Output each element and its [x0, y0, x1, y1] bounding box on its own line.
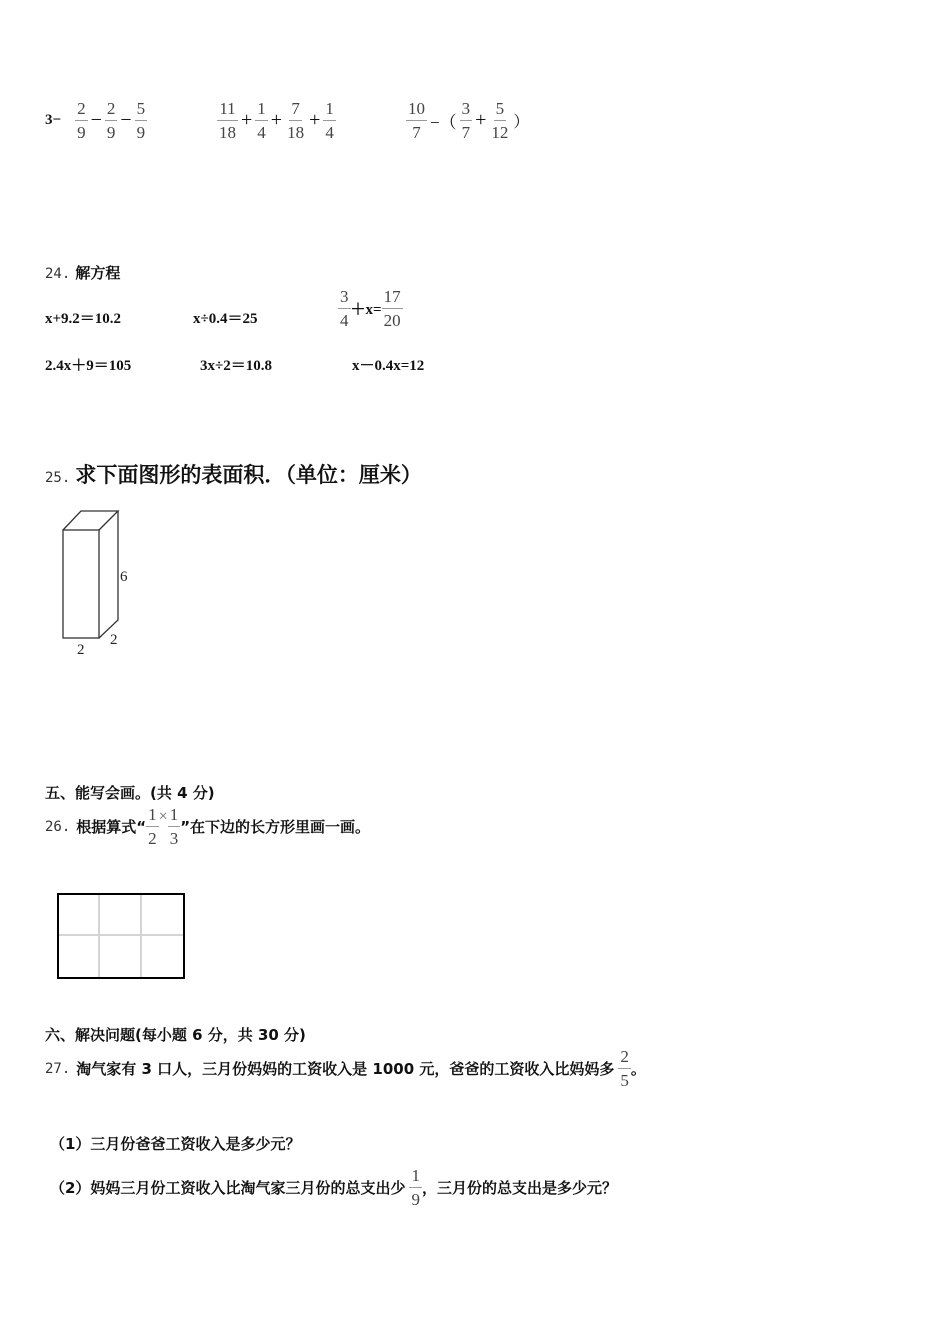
fraction: $\frac{7}{18}$ [287, 99, 305, 142]
fraction: $\frac{11}{18}$ [219, 99, 236, 142]
question-text: ，三月份的总支出是多少元？ [421, 1179, 617, 1197]
grid-cell[interactable] [100, 936, 141, 977]
drawing-rectangle[interactable] [57, 893, 185, 979]
height-label: 6 [120, 569, 128, 585]
question-text: 。 [630, 1060, 646, 1078]
expression-3 [406, 100, 532, 141]
fraction: $\frac{17}{20}$ [383, 287, 401, 330]
q25-heading [45, 459, 422, 489]
question-number: 24. [45, 266, 71, 282]
q26-text [45, 806, 370, 847]
section-5-title: 五、能写会画。(共 4 分) [45, 784, 215, 802]
grid-cell[interactable] [59, 895, 100, 936]
equation-6: x－0.4x=12 [352, 358, 425, 374]
grid-cell[interactable] [100, 895, 141, 936]
question-title: 求下面图形的表面积．（单位：厘米） [75, 463, 422, 487]
operator: ） [513, 114, 530, 131]
question-text: （2）妈妈三月份工资收入比淘气家三月份的总支出少 [50, 1179, 406, 1197]
q27-text [45, 1048, 646, 1089]
operator: −（ [430, 113, 457, 132]
fraction: $\frac{1}{4}$ [325, 99, 334, 142]
question-number: 27. [45, 1060, 71, 1077]
q27-sub1: （1）三月份爸爸工资收入是多少元？ [50, 1135, 301, 1153]
expression-1 [45, 100, 147, 141]
fraction: $\frac{2}{5}$ [620, 1047, 629, 1090]
fraction: $\frac{5}{9}$ [136, 99, 146, 142]
fraction: $\frac{1}{4}$ [257, 99, 266, 142]
fraction: $\frac{2}{9}$ [106, 99, 116, 142]
fraction: $\frac{3}{4}$ [340, 287, 349, 330]
width-label: 2 [77, 642, 85, 658]
operator: + [475, 109, 487, 131]
q24-heading [45, 262, 120, 283]
equation-4: 2.4x＋9＝105 [45, 358, 132, 374]
fraction: $\frac{1}{3}$ [169, 805, 179, 848]
cuboid-figure [50, 505, 140, 660]
operator: − [120, 109, 132, 131]
fraction: $\frac{5}{12}$ [491, 99, 509, 142]
equation-1: x+9.2＝10.2 [45, 311, 122, 327]
expression-2 [217, 100, 336, 141]
times-sign: × [158, 807, 168, 825]
operator: + [270, 109, 283, 131]
equation-5: 3x÷2＝10.8 [200, 358, 272, 374]
section-6-title: 六、解决问题(每小题 6 分，共 30 分) [45, 1026, 306, 1044]
grid-cell[interactable] [142, 936, 183, 977]
question-text: 淘气家有 3 口人，三月份妈妈的工资收入是 1000 元，爸爸的工资收入比妈妈多 [76, 1060, 615, 1078]
question-text: 根据算式“ [76, 818, 147, 836]
question-title: 解方程 [75, 264, 121, 282]
question-text: ”在下边的长方形里画一画。 [180, 818, 371, 836]
grid-cell[interactable] [142, 895, 183, 936]
fraction: $\frac{10}{7}$ [408, 99, 425, 142]
fraction: $\frac{1}{9}$ [411, 1166, 420, 1209]
grid-cell[interactable] [59, 936, 100, 977]
fraction: $\frac{2}{9}$ [77, 99, 86, 142]
operator: + [309, 109, 321, 131]
fraction: $\frac{1}{2}$ [148, 805, 157, 848]
depth-label: 2 [110, 632, 118, 648]
fraction: $\frac{3}{7}$ [461, 99, 471, 142]
expr-lead: 3− [45, 112, 62, 128]
equation-2: x÷0.4＝25 [193, 311, 258, 327]
question-number: 26. [45, 818, 71, 835]
equation-3 [338, 288, 403, 329]
question-number: 25. [45, 470, 71, 486]
operator: − [90, 109, 102, 131]
q27-sub2 [50, 1167, 617, 1208]
equation-middle: ＋x= [350, 302, 382, 318]
operator: + [241, 109, 253, 131]
